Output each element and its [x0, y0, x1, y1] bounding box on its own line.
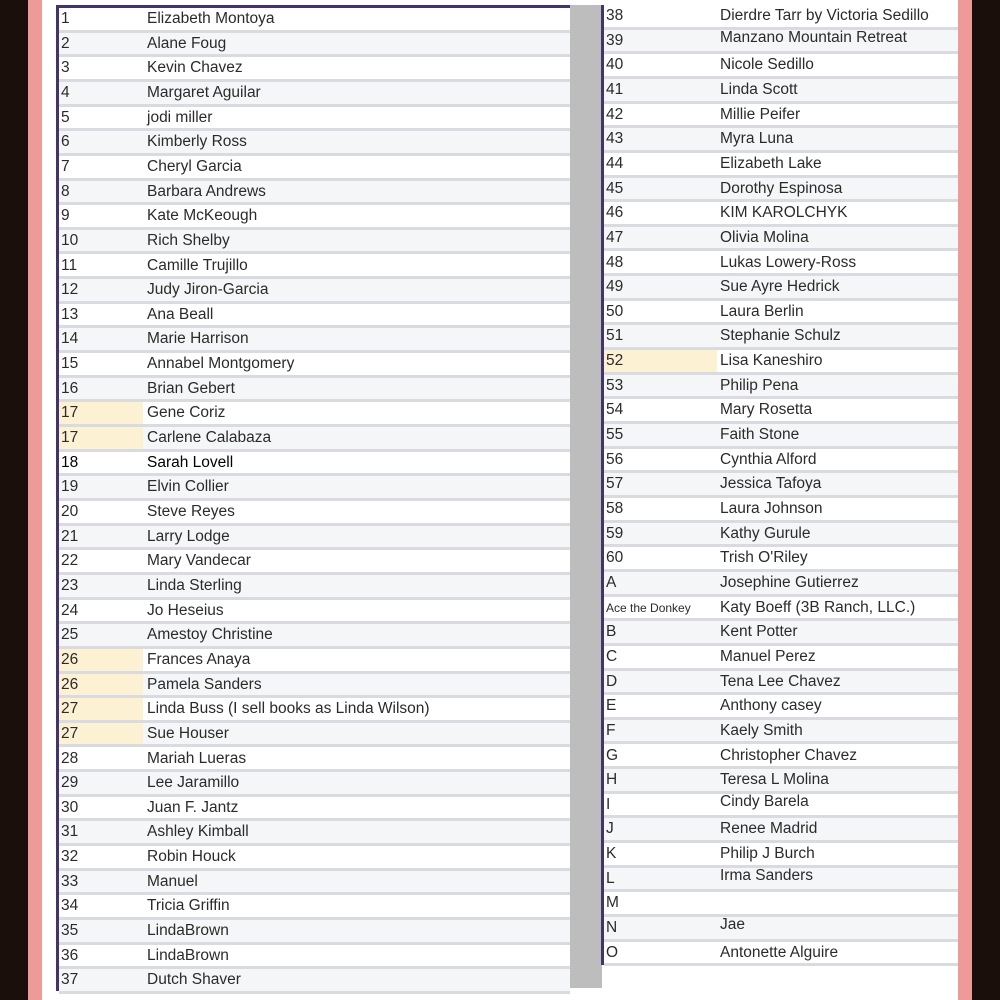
table-row [604, 695, 958, 720]
row-name-cell: Carlene Calabaza [147, 429, 272, 447]
row-number-cell: 17 [59, 402, 143, 424]
table-row [59, 304, 570, 329]
table-row [59, 920, 570, 945]
row-number-cell: 4 [61, 83, 70, 101]
row-name-cell: jodi miller [147, 108, 213, 126]
table-row [604, 178, 958, 203]
table-row [59, 205, 570, 230]
table-row [604, 671, 958, 696]
row-number-cell: 3 [61, 59, 70, 77]
row-number-cell: 1 [61, 10, 70, 27]
table-row [59, 550, 570, 575]
table-row [59, 969, 570, 994]
row-name-cell: Barbara Andrews [147, 182, 266, 200]
row-number-cell: 60 [606, 549, 624, 567]
row-name-cell: Steve Reyes [147, 503, 235, 520]
table-row [59, 797, 570, 822]
table-row [604, 818, 958, 843]
row-name-cell: Elizabeth Montoya [147, 10, 275, 27]
row-name-cell: Laura Berlin [720, 302, 804, 320]
row-name-cell: Josephine Gutierrez [720, 573, 859, 591]
row-number-cell: 20 [61, 503, 79, 520]
table-row [604, 104, 958, 129]
row-name-cell: Tena Lee Chavez [720, 672, 841, 690]
table-row [59, 279, 570, 304]
row-number-cell: K [606, 845, 617, 863]
table-row [604, 252, 958, 277]
row-name-cell: Camille Trujillo [147, 256, 248, 274]
row-number-cell: 57 [606, 475, 624, 493]
row-number-cell: 13 [61, 305, 79, 323]
row-number-cell: H [606, 771, 618, 789]
table-row [59, 476, 570, 501]
table-row [59, 526, 570, 551]
table-row [604, 399, 958, 424]
row-number-cell: 56 [606, 450, 624, 468]
row-name-cell: Faith Stone [720, 426, 800, 444]
row-number-cell: 28 [61, 749, 79, 767]
row-name-cell: Mary Rosetta [720, 401, 813, 419]
row-number-cell: 37 [61, 971, 79, 989]
row-name-cell: Jessica Tafoya [720, 475, 822, 493]
row-number-cell: 43 [606, 130, 624, 148]
row-number-cell: 10 [61, 231, 79, 249]
row-name-cell: Amestoy Christine [147, 626, 273, 644]
row-number-cell: 23 [61, 576, 79, 594]
row-name-cell: Kevin Chavez [147, 59, 243, 77]
row-number-cell: 15 [61, 355, 79, 373]
table-row [604, 720, 958, 745]
row-name-cell: Kate McKeough [147, 207, 258, 225]
table-row [59, 674, 570, 699]
row-name-cell: Dutch Shaver [147, 971, 241, 989]
row-number-cell: 53 [606, 376, 624, 394]
row-number-cell: 42 [606, 105, 624, 123]
row-number-cell: C [606, 647, 618, 665]
row-number-cell: 50 [606, 302, 624, 320]
row-number-cell: 6 [61, 133, 70, 151]
row-name-cell: Ana Beall [147, 305, 214, 323]
row-name-cell: Nicole Sedillo [720, 56, 814, 74]
row-name-cell: Sue Ayre Hedrick [720, 278, 840, 296]
row-name-cell: Marie Harrison [147, 330, 249, 348]
row-number-cell: 58 [606, 500, 624, 517]
row-name-cell: Larry Lodge [147, 527, 230, 545]
table-row [604, 350, 958, 375]
row-name-cell: Margaret Aguilar [147, 83, 261, 101]
table-row [59, 846, 570, 871]
row-number-cell: G [606, 746, 619, 764]
table-row [604, 227, 958, 252]
row-name-cell: Anthony casey [720, 697, 822, 715]
row-name-cell: Gene Coriz [147, 404, 226, 422]
row-name-cell: Olivia Molina [720, 228, 809, 246]
row-name-cell: Tricia Griffin [147, 897, 230, 915]
table-row [604, 5, 958, 30]
table-row [59, 624, 570, 649]
table-row [604, 301, 958, 326]
row-number-cell: 52 [604, 350, 717, 372]
row-number-cell: 38 [606, 7, 624, 24]
row-number-cell: I [606, 795, 611, 813]
row-number-cell: 29 [61, 774, 79, 792]
row-name-cell: Linda Scott [720, 80, 798, 98]
row-number-cell: 22 [61, 552, 79, 570]
row-name-cell: Myra Luna [720, 130, 794, 148]
table-row [59, 82, 570, 107]
row-name-cell: Kaely Smith [720, 721, 803, 739]
row-name-cell: Cynthia Alford [720, 450, 817, 468]
row-number-cell: 12 [61, 281, 79, 299]
table-row [604, 449, 958, 474]
table-row [604, 868, 958, 893]
table-row [59, 772, 570, 797]
row-name-cell: Cindy Barela [720, 792, 809, 810]
table-row [604, 473, 958, 498]
row-name-cell: Ashley Kimball [147, 823, 249, 841]
row-number-cell: 17 [59, 427, 143, 449]
table-row [59, 107, 570, 132]
table-row [604, 843, 958, 868]
row-number-cell: J [606, 820, 614, 838]
row-name-cell: LindaBrown [147, 922, 229, 940]
table-row [604, 375, 958, 400]
row-name-cell: Manzano Mountain Retreat [720, 28, 907, 46]
row-name-cell: Robin Houck [147, 848, 236, 866]
row-name-cell: Annabel Montgomery [147, 355, 295, 373]
row-number-cell: 25 [61, 626, 79, 644]
row-name-cell: Rich Shelby [147, 231, 230, 249]
row-name-cell: Renee Madrid [720, 820, 818, 838]
row-number-cell: 32 [61, 848, 79, 866]
row-name-cell: Antonette Alguire [720, 943, 839, 961]
table-row [604, 892, 958, 917]
table-row [604, 794, 958, 819]
table-row [604, 547, 958, 572]
row-number-cell: 7 [61, 157, 70, 175]
table-row [604, 769, 958, 794]
table-row [59, 353, 570, 378]
row-number-cell: 54 [606, 401, 624, 419]
table-row [59, 181, 570, 206]
row-number-cell: F [606, 721, 616, 739]
row-number-cell: 59 [606, 524, 624, 542]
table-row [604, 325, 958, 350]
row-number-cell: 34 [61, 897, 79, 915]
table-row [59, 452, 570, 477]
table-row [604, 917, 958, 942]
row-name-cell: Trish O'Riley [720, 549, 808, 567]
row-name-cell: Kent Potter [720, 623, 798, 641]
row-number-cell: 19 [61, 478, 79, 496]
row-name-cell: Lee Jaramillo [147, 774, 240, 792]
row-name-cell: Christopher Chavez [720, 746, 857, 764]
row-number-cell: M [606, 894, 619, 912]
row-name-cell: Linda Sterling [147, 576, 242, 594]
row-name-cell: Laura Johnson [720, 500, 823, 517]
row-number-cell: 45 [606, 179, 624, 197]
row-name-cell: Philip Pena [720, 376, 799, 394]
row-number-cell: 27 [59, 723, 143, 745]
row-number-cell: Ace the Donkey [606, 600, 691, 615]
row-name-cell: Lukas Lowery-Ross [720, 253, 857, 271]
row-name-cell: Elizabeth Lake [720, 154, 822, 172]
row-name-cell: Jo Heseius [147, 601, 224, 619]
row-number-cell: 26 [59, 649, 143, 671]
row-number-cell: 18 [61, 453, 79, 471]
row-number-cell: 27 [59, 698, 143, 720]
row-name-cell: KIM KAROLCHYK [720, 204, 848, 222]
table-row [604, 498, 958, 523]
row-number-cell: 47 [606, 228, 624, 246]
row-number-cell: D [606, 672, 618, 690]
row-number-cell: 16 [61, 379, 79, 397]
row-name-cell: Elvin Collier [147, 478, 229, 496]
table-row [604, 276, 958, 301]
row-name-cell: Mariah Lueras [147, 749, 247, 767]
row-number-cell: 35 [61, 922, 79, 940]
row-number-cell: 31 [61, 823, 79, 841]
table-row [59, 57, 570, 82]
table-row [604, 30, 958, 55]
table-row [604, 646, 958, 671]
row-name-cell: Kathy Gurule [720, 524, 811, 542]
table-row [59, 501, 570, 526]
table-row [604, 54, 958, 79]
row-number-cell: 51 [606, 327, 624, 345]
row-number-cell: 26 [59, 674, 143, 696]
row-number-cell: 21 [61, 527, 79, 545]
table-row [59, 723, 570, 748]
row-number-cell: 9 [61, 207, 70, 225]
table-row [604, 942, 958, 967]
table-row [59, 649, 570, 674]
row-number-cell: 36 [61, 946, 79, 964]
row-name-cell: Pamela Sanders [147, 675, 262, 693]
table-row [59, 255, 570, 280]
row-name-cell: Frances Anaya [147, 650, 251, 668]
table-row [604, 523, 958, 548]
row-number-cell: N [606, 919, 618, 937]
row-number-cell: 48 [606, 253, 624, 271]
row-name-cell: Sue Houser [147, 724, 229, 742]
row-number-cell: O [606, 943, 619, 961]
row-number-cell: 49 [606, 278, 624, 296]
row-name-cell: Lisa Kaneshiro [720, 352, 823, 370]
table-row [59, 156, 570, 181]
row-name-cell: Sarah Lovell [147, 453, 234, 471]
row-number-cell: 39 [606, 31, 624, 49]
table-row [59, 575, 570, 600]
table-row [59, 131, 570, 156]
row-name-cell: LindaBrown [147, 946, 229, 964]
row-number-cell: 11 [61, 256, 78, 274]
table-row [59, 600, 570, 625]
row-name-cell: Manuel [147, 872, 198, 890]
row-name-cell: Brian Gebert [147, 379, 235, 397]
row-name-cell: Mary Vandecar [147, 552, 251, 570]
row-number-cell: 40 [606, 56, 624, 74]
table-row [604, 79, 958, 104]
row-number-cell: B [606, 623, 617, 641]
table-row [604, 572, 958, 597]
table-row [604, 745, 958, 770]
row-number-cell: E [606, 697, 617, 715]
table-row [59, 748, 570, 773]
row-name-cell: Judy Jiron-Garcia [147, 281, 269, 299]
row-number-cell: 24 [61, 601, 79, 619]
row-number-cell: 8 [61, 182, 70, 200]
table-row [604, 153, 958, 178]
row-number-cell: 14 [61, 330, 79, 348]
row-name-cell: Stephanie Schulz [720, 327, 841, 345]
table-row [59, 402, 570, 427]
row-name-cell: Teresa L Molina [720, 771, 829, 789]
table-row [604, 621, 958, 646]
row-name-cell: Katy Boeff (3B Ranch, LLC.) [720, 598, 916, 616]
row-name-cell: Kimberly Ross [147, 133, 247, 151]
table-row [604, 597, 958, 622]
row-name-cell: Dierdre Tarr by Victoria Sedillo [720, 7, 929, 24]
row-name-cell: Philip J Burch [720, 845, 815, 863]
table-row [59, 230, 570, 255]
table-row [604, 424, 958, 449]
row-number-cell: L [606, 869, 615, 887]
row-number-cell: 41 [606, 80, 624, 98]
table-row [59, 8, 570, 33]
row-name-cell: Juan F. Jantz [147, 798, 239, 816]
row-name-cell: Alane Foug [147, 34, 227, 52]
row-name-cell: Dorothy Espinosa [720, 179, 843, 197]
row-name-cell: Linda Buss (I sell books as Linda Wilson) [147, 700, 430, 718]
row-name-cell: Manuel Perez [720, 647, 816, 665]
signup-table-left [56, 5, 570, 991]
table-row [59, 328, 570, 353]
table-row [59, 871, 570, 896]
table-row [59, 821, 570, 846]
row-number-cell: 30 [61, 798, 79, 816]
table-row [59, 33, 570, 58]
table-row [604, 202, 958, 227]
table-row [59, 378, 570, 403]
row-number-cell: 2 [61, 34, 70, 52]
table-row [59, 945, 570, 970]
row-number-cell: 46 [606, 204, 624, 222]
table-row [59, 427, 570, 452]
row-number-cell: A [606, 573, 617, 591]
row-name-cell: Millie Peifer [720, 105, 801, 123]
row-number-cell: 55 [606, 426, 624, 444]
row-name-cell: Jae [720, 916, 745, 934]
table-row [59, 698, 570, 723]
row-number-cell: 44 [606, 154, 624, 172]
row-number-cell: 33 [61, 872, 79, 890]
signup-table-right [601, 5, 958, 965]
row-name-cell: Cheryl Garcia [147, 157, 242, 175]
table-row [604, 128, 958, 153]
row-name-cell: Irma Sanders [720, 866, 814, 884]
table-row [59, 895, 570, 920]
spacer-column [570, 5, 602, 988]
row-number-cell: 5 [61, 108, 70, 126]
